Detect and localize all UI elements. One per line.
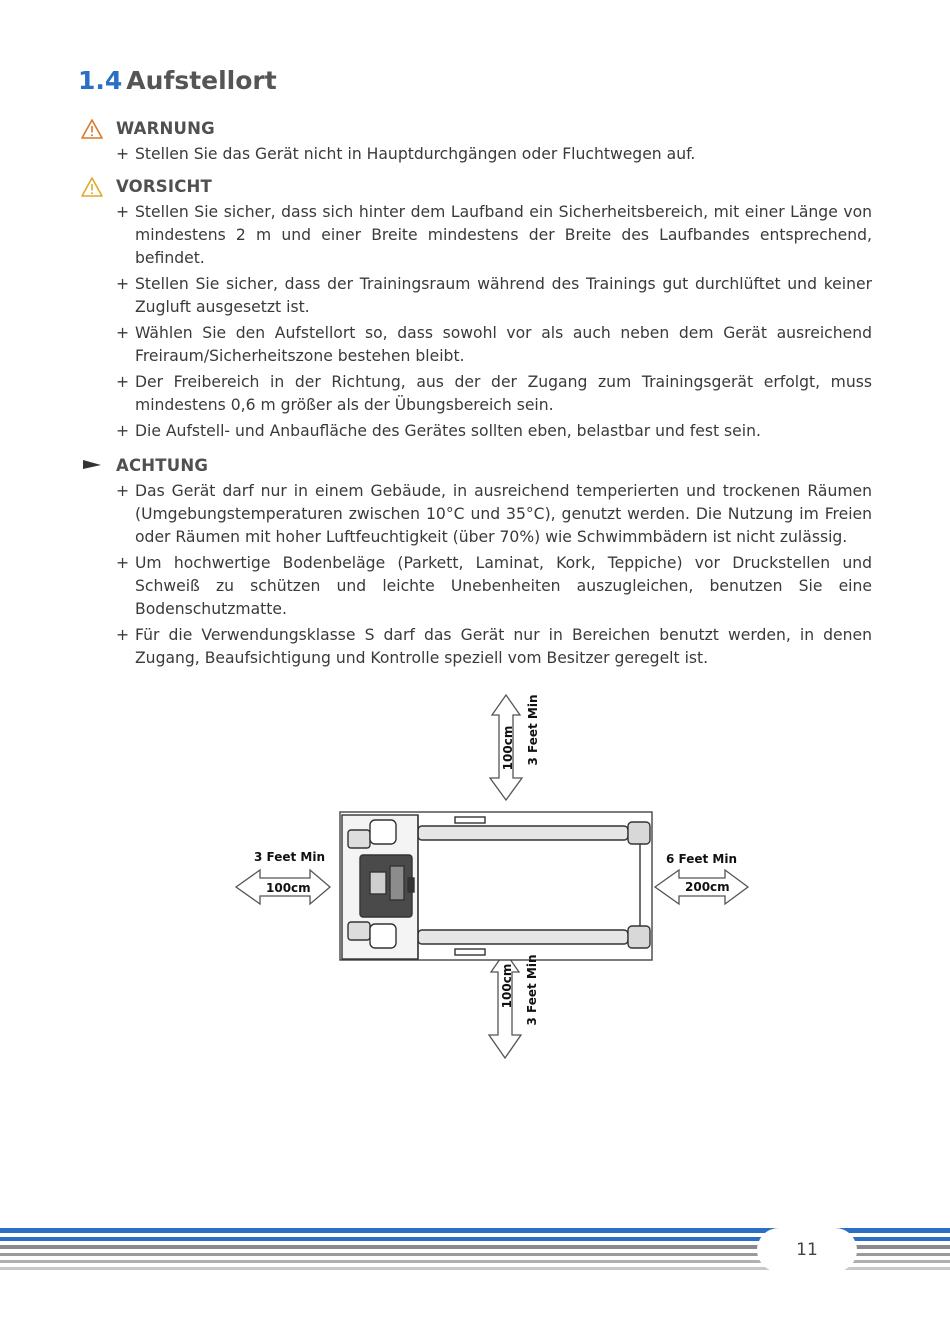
list-item: + Für die Verwendungsklasse S darf das Gerät nur in Bereichen benutzt werden, in denen Zugang, Beaufsichtigung und Kontrolle speziell vom Besitzer geregelt ist. [116,626,872,667]
bottom-min-label: 3 Feet Min [525,954,539,1026]
bullet-plus: + [116,145,130,163]
warnung-block [78,119,872,169]
list-item: + Die Aufstell- und Anbaufläche des Gerätes sollten eben, belastbar und fest sein. [116,422,761,440]
pointer-arrow-icon [81,455,103,477]
top-min-label: 3 Feet Min [526,694,540,766]
list-item: + Wählen Sie den Aufstellort so, dass sowohl vor als auch neben dem Gerät ausreichend Freiraum/Sicherheitszone bestehen bleibt. [116,324,872,365]
bottom-distance-label: 100cm [500,963,514,1009]
left-distance-label: 100cm [266,881,311,895]
treadmill-top-view [340,812,652,960]
right-distance-label: 200cm [685,880,730,894]
list-item: + Das Gerät darf nur in einem Gebäude, in ausreichend temperierten und trockenen Räumen (Umgebungstemperaturen zwischen 10°C und 35°C), genutzt werden. Die Nutzung im Freien oder Räumen mit hoher Luftfeuchtigkeit (über 70%) wie Schwimmbädern ist nicht zulässig. [116,482,872,546]
vorsicht-block [78,177,872,446]
treadmill-clearance-diagram [230,690,760,1070]
achtung-block [78,456,872,673]
list-item: + Stellen Sie sicher, dass der Trainingsraum während des Trainings gut durchlüftet und keiner Zugluft ausgesetzt ist. [116,275,872,316]
list-item: + Um hochwertige Bodenbeläge (Parkett, Laminat, Kork, Teppiche) vor Druckstellen und Schweiß zu schützen und leichte Unebenheiten auszugleichen, benutzen Sie eine Bodenschutzmatte. [116,554,872,618]
vorsicht-title: VORSICHT [116,177,213,196]
list-item: + Der Freibereich in der Richtung, aus der der Zugang zum Trainingsgerät erfolgt, muss mindestens 0,6 m größer als der Übungsbereich sein. [116,373,872,414]
achtung-title: ACHTUNG [116,456,209,475]
list-item: + Stellen Sie das Gerät nicht in Hauptdurchgängen oder Fluchtwegen auf. [78,143,872,166]
top-distance-label: 100cm [501,725,515,771]
page-number: 11 [757,1228,857,1272]
left-min-label: 3 Feet Min [254,850,326,864]
section-number: 1.4 [78,66,123,95]
caution-triangle-icon [81,176,103,198]
warnung-title: WARNUNG [116,119,215,138]
section-title: Aufstellort [126,66,277,95]
section-heading [78,66,277,95]
right-min-label: 6 Feet Min [666,852,738,866]
warning-triangle-icon [81,118,103,140]
list-item: + Stellen Sie sicher, dass sich hinter dem Laufband ein Sicherheitsbereich, mit einer Länge von mindestens 2 m und einer Breite mindestens der Breite des Laufbandes entsprechend, befindet. [116,203,872,267]
